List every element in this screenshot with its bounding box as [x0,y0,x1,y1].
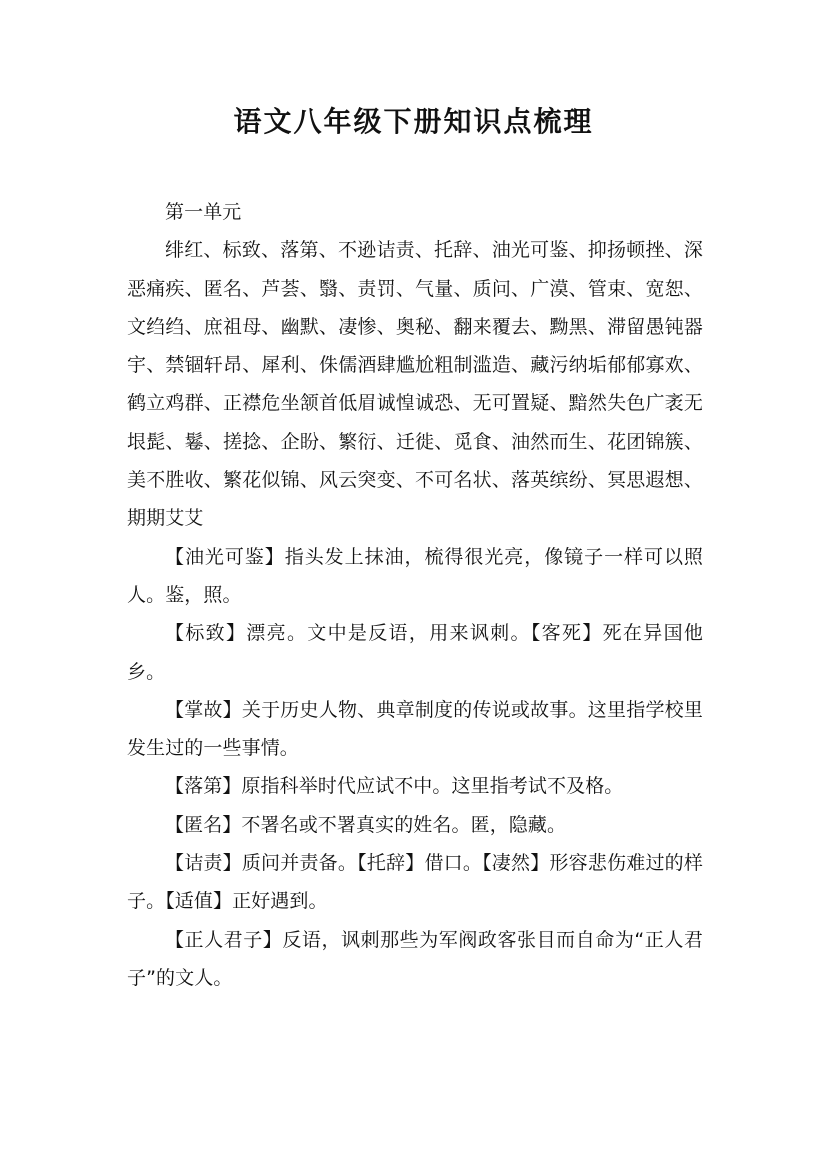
definition-note: 【诘责】质问并责备。【托辞】借口。【凄然】形容悲伤难过的样子。【适值】正好遇到。 [127,852,703,913]
unit-heading: 第一单元 [165,201,242,223]
vocabulary-list: 绯红、标致、落第、不逊诘责、托辞、油光可鉴、抑扬顿挫、深恶痛疾、匿名、芦荟、翳、责罚、气量、质问、广漠、管束、宽恕、文绉绉、庶祖母、幽默、凄惨、奥秘、翻来覆去、黝黑、滞留愚钝器宇、禁锢轩昂、犀利、侏儒酒肆尴尬粗制滥造、藏污纳垢郁郁寡欢、鹤立鸡群、正襟危坐颔首低眉诚惶诚恐、无可置疑、黯然失色广袤无垠髭、鬈、搓捻、企盼、繁衍、迁徙、觅食、油然而生、花团锦簇、美不胜收、繁花似锦、风云突变、不可名状、落英缤纷、冥思遐想、期期艾艾 [127,239,703,530]
definition-note: 【正人君子】反语，讽刺那些为军阀政客张目而自命为“正人君子”的文人。 [127,928,703,989]
definition-note: 【落第】原指科举时代应试不中。这里指考试不及格。 [165,775,624,798]
definition-note: 【标致】漂亮。文中是反语，用来讽刺。【客死】死在异国他乡。 [127,622,703,683]
definition-note: 【掌故】关于历史人物、典章制度的传说或故事。这里指学校里发生过的一些事情。 [127,698,703,760]
definition-note: 【油光可鉴】指头发上抹油，梳得很光亮，像镜子一样可以照人。鉴，照。 [127,545,703,606]
definition-note: 【匿名】不署名或不署真实的姓名。匿，隐藏。 [165,813,567,836]
page-title: 语文八年级下册知识点梳理 [233,105,594,138]
document-body [127,193,703,997]
